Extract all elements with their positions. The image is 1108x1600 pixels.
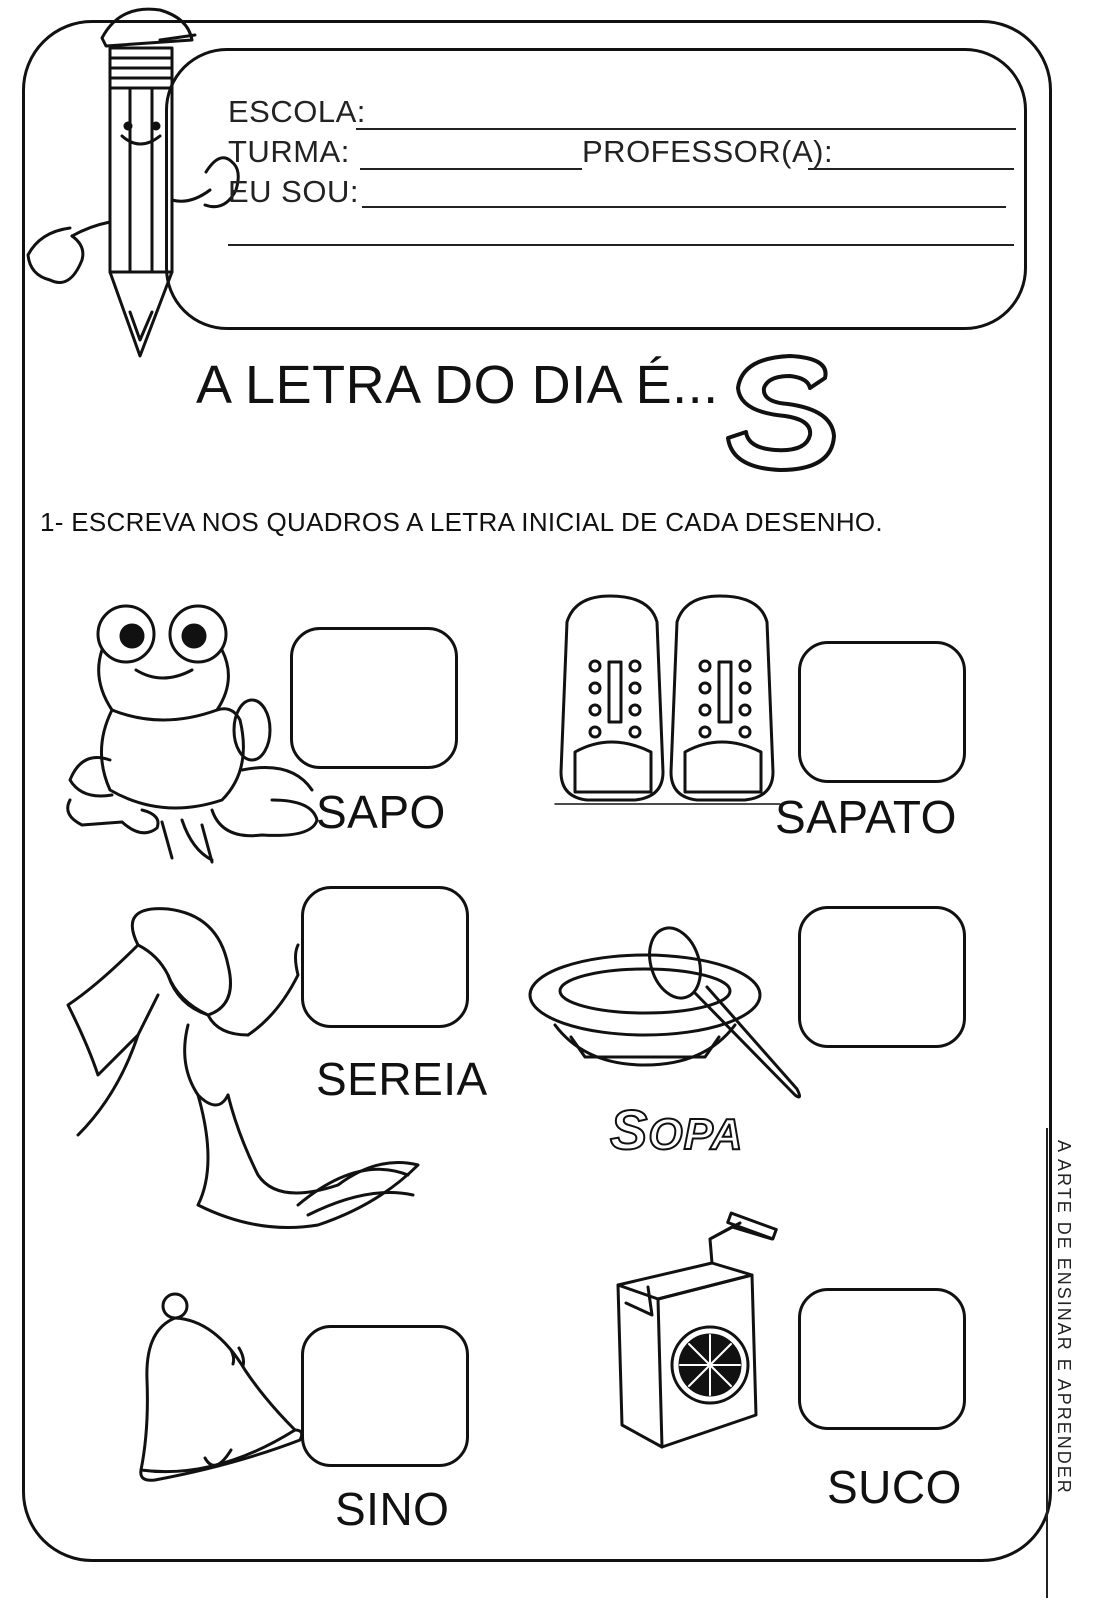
extra-field[interactable]	[228, 244, 1014, 246]
soup-bowl-icon	[525, 925, 810, 1105]
word-suco: SUCO	[827, 1461, 962, 1513]
juice-box-icon	[612, 1215, 782, 1455]
answer-box-sereia[interactable]	[301, 886, 469, 1028]
answer-box-sino[interactable]	[301, 1325, 469, 1467]
school-field[interactable]	[356, 128, 1016, 130]
answer-box-sapato[interactable]	[798, 641, 966, 783]
teacher-field[interactable]	[808, 168, 1014, 170]
school-label: ESCOLA:	[228, 94, 366, 129]
word-sopa: SOPA	[610, 1098, 744, 1161]
word-sereia: SEREIA	[316, 1053, 488, 1105]
word-sapo: SAPO	[316, 786, 446, 838]
class-label: TURMA:	[228, 134, 350, 169]
bell-icon	[135, 1290, 310, 1485]
answer-box-sopa[interactable]	[798, 906, 966, 1048]
teacher-label: PROFESSOR(A):	[582, 134, 834, 169]
credit-divider	[1046, 1128, 1048, 1598]
word-sapato: SAPATO	[775, 791, 957, 843]
page-title: A LETRA DO DIA É...	[196, 355, 719, 415]
class-field[interactable]	[360, 168, 582, 170]
instruction-text: 1- ESCREVA NOS QUADROS A LETRA INICIAL DE CADA DESENHO.	[40, 507, 883, 537]
credit-text: A ARTE DE ENSINAR E APRENDER	[1054, 1140, 1074, 1495]
shoes-icon	[555, 592, 785, 812]
letter-s-outline-icon	[720, 340, 850, 480]
name-label: EU SOU:	[228, 174, 359, 209]
word-sino: SINO	[335, 1483, 450, 1535]
name-field[interactable]	[362, 206, 1006, 208]
answer-box-suco[interactable]	[798, 1288, 966, 1430]
answer-box-sapo[interactable]	[290, 627, 458, 769]
